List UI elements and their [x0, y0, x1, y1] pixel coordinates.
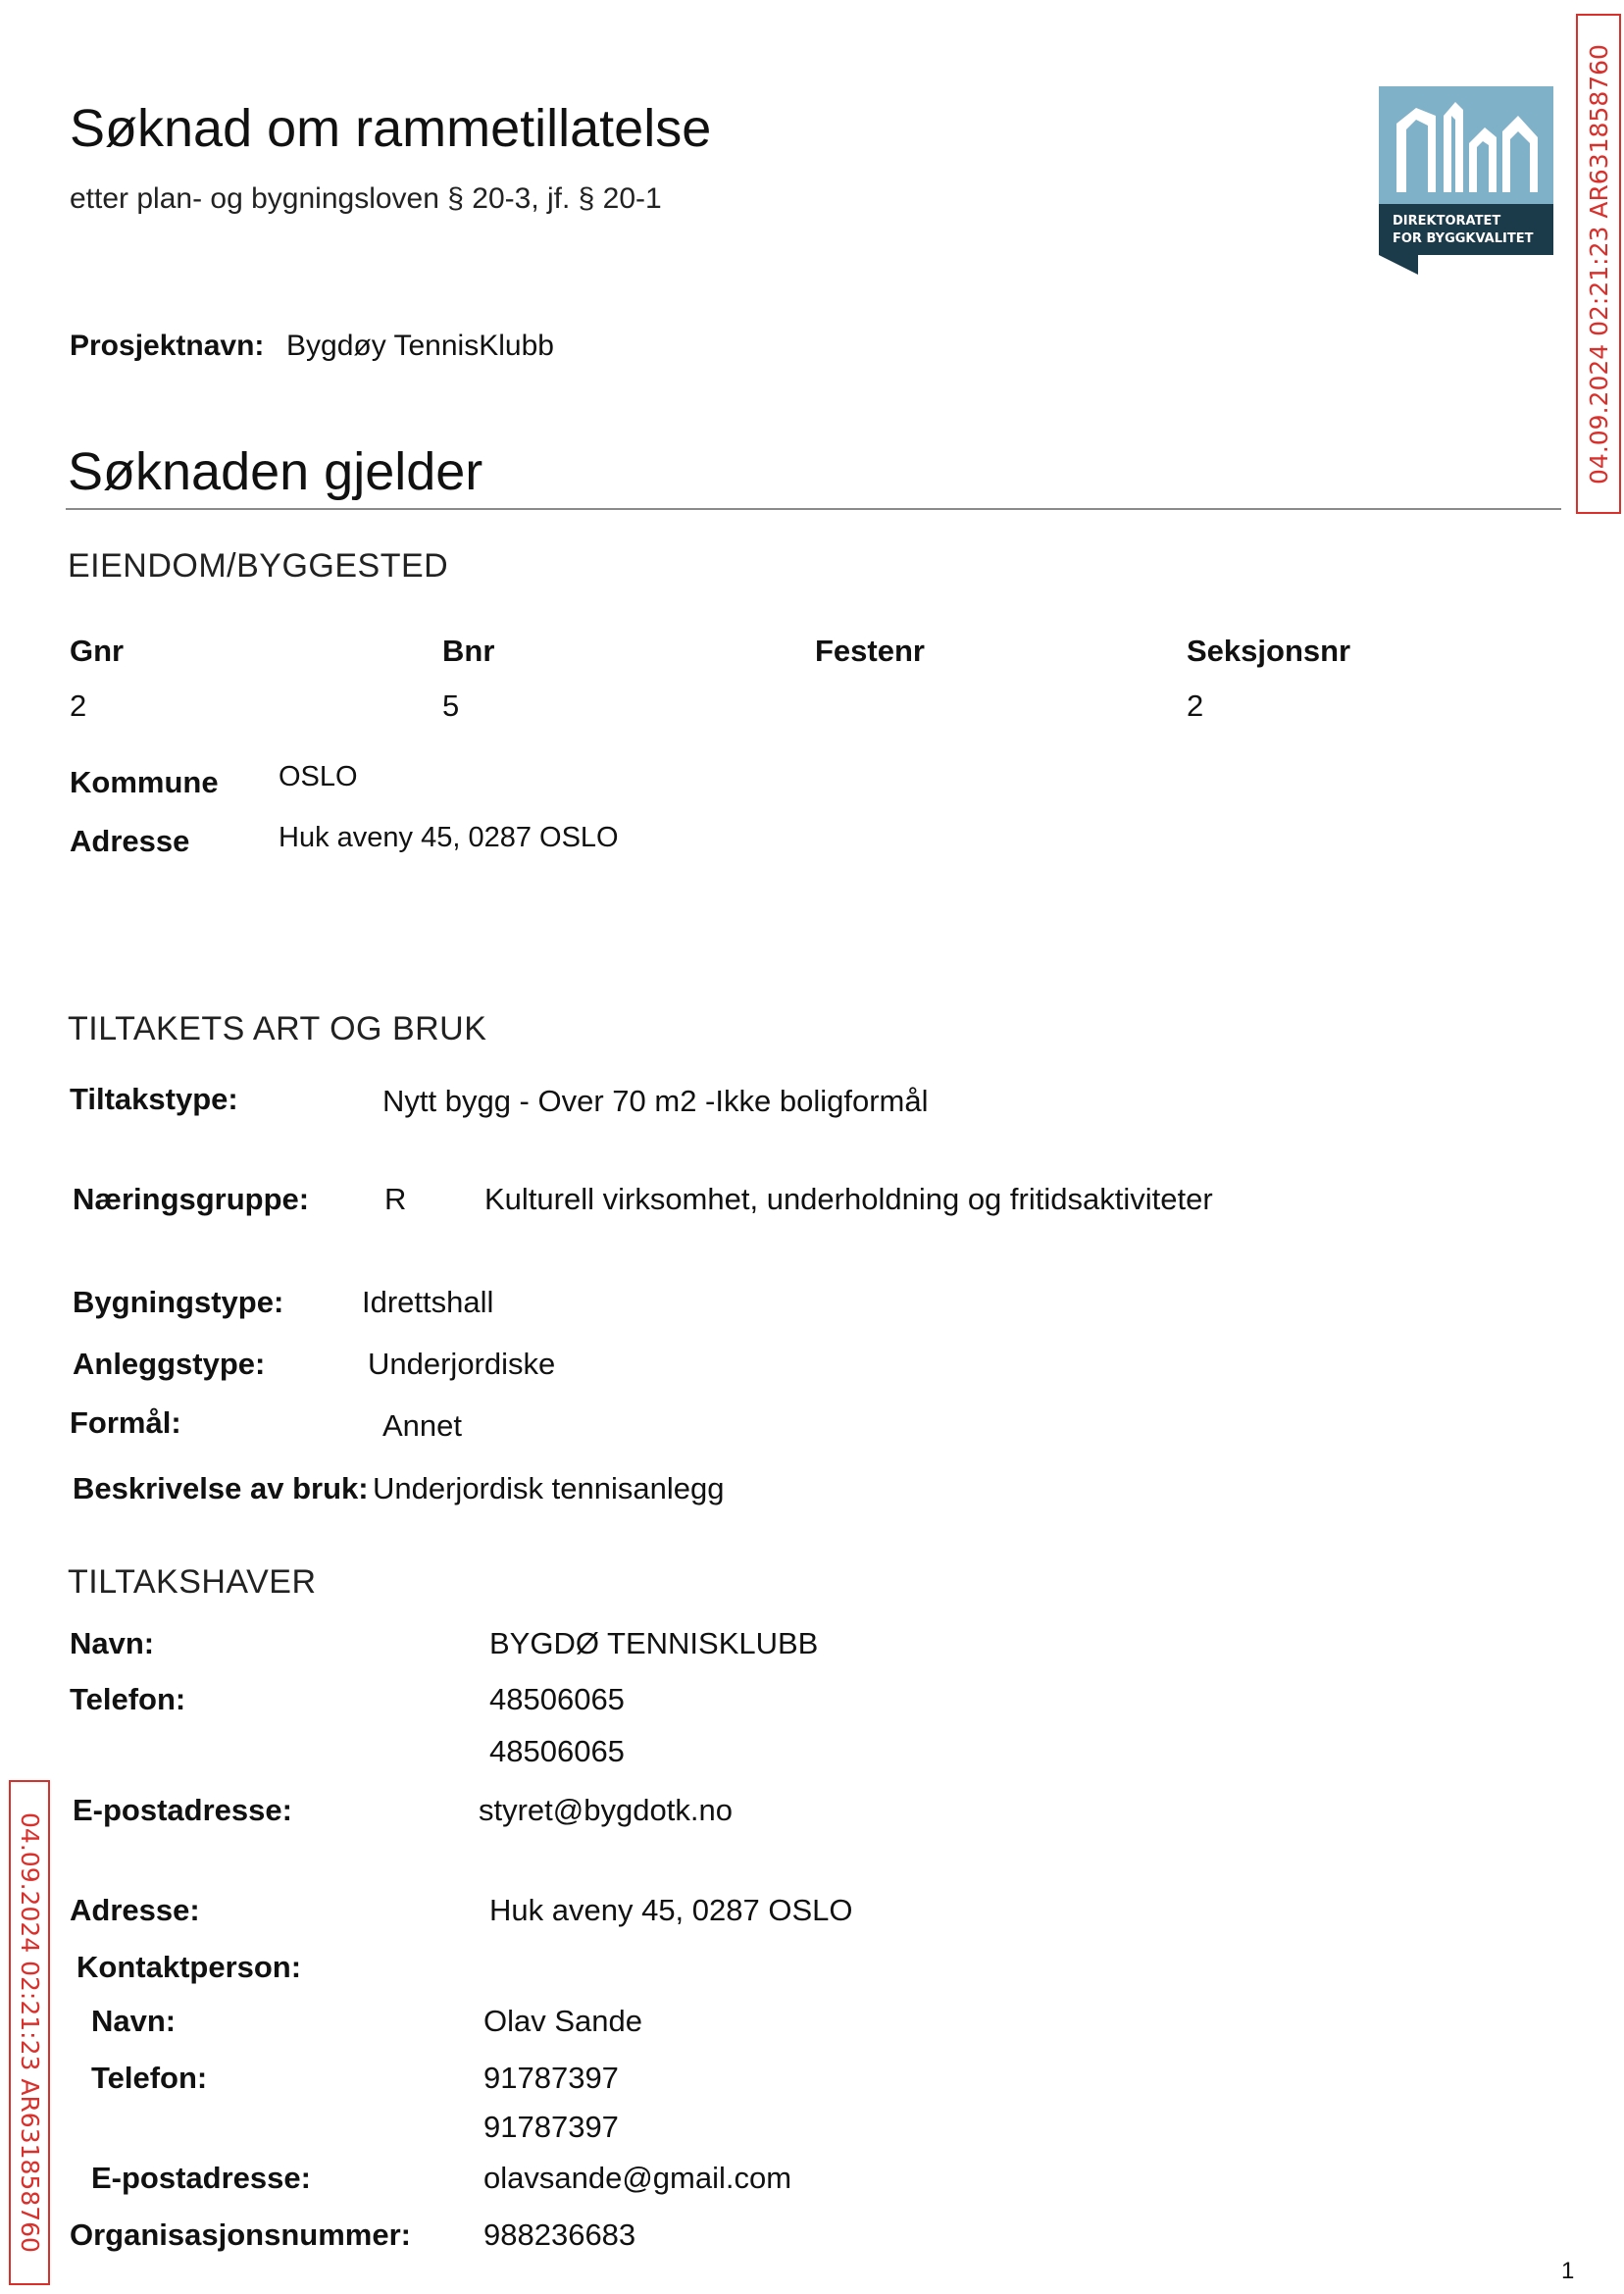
bnr-label: Bnr	[442, 634, 495, 668]
tiltak-heading: TILTAKETS ART OG BRUK	[68, 1010, 487, 1047]
formal-label: Formål:	[70, 1405, 181, 1440]
registration-stamp-left	[9, 1780, 50, 2285]
naeringsgruppe-label: Næringsgruppe:	[73, 1182, 310, 1216]
seksjonsnr-label: Seksjonsnr	[1187, 634, 1351, 668]
kommune-label: Kommune	[70, 765, 219, 799]
tiltakstype-label: Tiltakstype:	[70, 1082, 238, 1116]
anleggstype-value: Underjordiske	[368, 1347, 556, 1381]
tiltakshaver-telefon-label: Telefon:	[70, 1682, 186, 1716]
registration-stamp-top	[1576, 14, 1621, 514]
tiltakshaver-epost-label: E-postadresse:	[73, 1793, 292, 1827]
bruk-label: Beskrivelse av bruk:	[73, 1471, 369, 1505]
organisasjonsnummer-label: Organisasjonsnummer:	[70, 2218, 411, 2252]
kontakt-telefon-value-1: 91787397	[483, 2061, 619, 2095]
tiltakshaver-adresse-label: Adresse:	[70, 1893, 200, 1927]
formal-value: Annet	[382, 1408, 463, 1443]
tiltakshaver-telefon-value-2: 48506065	[489, 1734, 625, 1768]
tiltakshaver-navn-label: Navn:	[70, 1626, 155, 1660]
naeringsgruppe-value: Kulturell virksomhet, underholdning og fritidsaktiviteter	[484, 1182, 1213, 1216]
section-divider	[66, 508, 1561, 510]
tiltakshaver-heading: TILTAKSHAVER	[68, 1563, 317, 1601]
kontaktperson-label: Kontaktperson:	[76, 1950, 302, 1984]
eiendom-heading: EIENDOM/BYGGESTED	[68, 547, 449, 585]
stamp-text: 04.09.2024 02:21:23 AR631858760	[1584, 43, 1613, 484]
kontakt-navn-label: Navn:	[91, 2004, 177, 2038]
project-value: Bygdøy TennisKlubb	[286, 330, 554, 362]
project-label: Prosjektnavn:	[70, 330, 265, 362]
page-number: 1	[1561, 2258, 1575, 2284]
bruk-value: Underjordisk tennisanlegg	[373, 1471, 725, 1505]
festenr-label: Festenr	[815, 634, 925, 668]
logo-line2: FOR BYGGKVALITET	[1393, 231, 1534, 246]
bnr-value: 5	[442, 688, 460, 723]
bygningstype-value: Idrettshall	[362, 1285, 494, 1319]
stamp-text: 04.09.2024 02:21:23 AR631858760	[15, 1812, 44, 2253]
tiltakshaver-telefon-value-1: 48506065	[489, 1682, 625, 1716]
gnr-label: Gnr	[70, 634, 125, 668]
eiendom-adresse-value: Huk aveny 45, 0287 OSLO	[279, 822, 619, 853]
document-subtitle: etter plan- og bygningsloven § 20-3, jf. § 20-1	[70, 182, 662, 215]
kontakt-telefon-label: Telefon:	[91, 2061, 208, 2095]
kontakt-telefon-value-2: 91787397	[483, 2110, 619, 2144]
tiltakshaver-navn-value: BYGDØ TENNISKLUBB	[489, 1626, 819, 1660]
document-title: Søknad om rammetillatelse	[70, 99, 712, 158]
dibk-logo-icon	[1379, 86, 1553, 275]
logo-line1: DIREKTORATET	[1393, 214, 1501, 229]
kontakt-navn-value: Olav Sande	[483, 2004, 642, 2038]
tiltakstype-value: Nytt bygg - Over 70 m2 -Ikke boligformål	[382, 1084, 929, 1118]
tiltakshaver-epost-value: styret@bygdotk.no	[479, 1793, 733, 1827]
naeringsgruppe-code: R	[384, 1182, 407, 1216]
kontakt-epost-label: E-postadresse:	[91, 2161, 311, 2195]
gnr-value: 2	[70, 688, 87, 723]
kontakt-epost-value: olavsande@gmail.com	[483, 2161, 792, 2195]
anleggstype-label: Anleggstype:	[73, 1347, 266, 1381]
kommune-value: OSLO	[279, 761, 358, 792]
organisasjonsnummer-value: 988236683	[483, 2218, 636, 2252]
seksjonsnr-value: 2	[1187, 688, 1204, 723]
bygningstype-label: Bygningstype:	[73, 1285, 284, 1319]
tiltakshaver-adresse-value: Huk aveny 45, 0287 OSLO	[489, 1893, 853, 1927]
eiendom-adresse-label: Adresse	[70, 824, 190, 858]
section-title: Søknaden gjelder	[68, 442, 483, 501]
